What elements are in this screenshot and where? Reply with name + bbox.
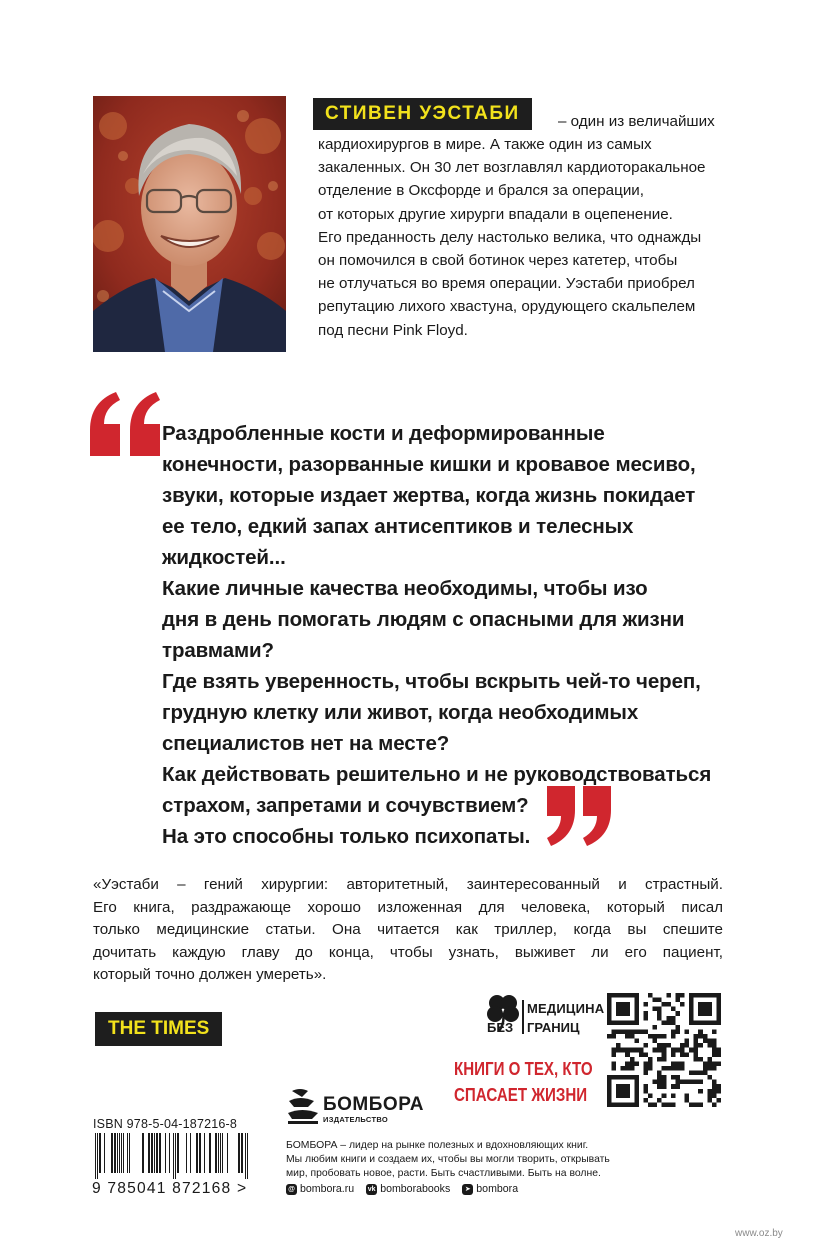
- series-logo-line2: ГРАНИЦ: [527, 1020, 580, 1035]
- quote-line: ее тело, едкий запах антисептиков и телесных: [162, 515, 634, 538]
- series-slogan: [454, 1056, 593, 1108]
- series-logo-line1: МЕДИЦИНА: [527, 1001, 605, 1016]
- author-photo: [93, 96, 286, 352]
- review-source-badge: THE TIMES: [95, 1012, 222, 1046]
- slogan-line: КНИГИ О ТЕХ, КТО: [454, 1059, 593, 1079]
- review-line: дочитать каждую главу до конца, чтобы узнать, выживет ли его пациент,: [93, 943, 723, 961]
- publisher-info: [286, 1139, 610, 1182]
- quote-line: конечности, разорванные кишки и кровавое месиво,: [162, 453, 696, 476]
- quote-line: звуки, которые издает жертва, когда жизнь покидает: [162, 484, 696, 507]
- social-vk[interactable]: [366, 1183, 450, 1195]
- social-label: bomborabooks: [380, 1183, 451, 1195]
- author-bio-intro: – один из величайших: [558, 113, 715, 130]
- publisher-subtitle: ИЗДАТЕЛЬСТВО: [323, 1115, 388, 1124]
- barcode-digits: 9 785041 872168 >: [92, 1180, 248, 1197]
- isbn-label: ISBN 978-5-04-187216-8: [93, 1117, 238, 1131]
- press-review: [93, 874, 723, 987]
- bio-line: закаленных. Он 30 лет возглавлял кардиоторакальное: [318, 159, 706, 177]
- review-line: который точно должен умереть».: [93, 966, 327, 984]
- bio-line: репутацию лихого хвастуна, орудующего скальпелем: [318, 298, 696, 316]
- social-telegram[interactable]: [462, 1183, 518, 1195]
- social-label: bombora.ru: [300, 1183, 355, 1195]
- bio-line: отделение в Оксфорде и брался за операции,: [318, 182, 645, 200]
- quote-line: травмами?: [162, 639, 274, 662]
- globe-icon: @: [286, 1184, 297, 1195]
- telegram-icon: ➤: [462, 1184, 473, 1195]
- quote-line: Где взять уверенность, чтобы вскрыть чей-то череп,: [162, 670, 701, 693]
- quote-line: На это способны только психопаты.: [162, 825, 531, 848]
- bio-line: он помочился в свой ботинок через катетер, чтобы: [318, 252, 678, 270]
- quote-line: жидкостей...: [162, 546, 286, 569]
- bio-line: Его преданность делу настолько велика, что однажды: [318, 228, 702, 246]
- series-logo-divider: [522, 1000, 524, 1034]
- quote-line: специалистов нет на месте?: [162, 732, 450, 755]
- publisher-info-line: Мы любим книги и создаем их, чтобы вы могли творить, открывать: [286, 1154, 610, 1166]
- review-line: Его книга, раздражающе хорошо изложенная для человека, который писал: [93, 898, 723, 916]
- bombora-logo-icon: [286, 1087, 320, 1125]
- quote-line: дня в день помогать людям с опасными для жизни: [162, 608, 685, 631]
- bio-line: кардиохирургов в мире. А также один из самых: [318, 136, 652, 153]
- bio-line: не отлучаться во время операции. Уэстаби приобрел: [318, 275, 695, 293]
- vk-icon: vk: [367, 1185, 376, 1193]
- author-name-badge: СТИВЕН УЭСТАБИ: [313, 98, 532, 130]
- quote-text: [162, 418, 711, 852]
- publisher-info-line: БОМБОРА – лидер на рынке полезных и вдохновляющих книг.: [286, 1140, 589, 1151]
- quote-line: Какие личные качества необходимы, чтобы изо: [162, 577, 648, 600]
- quote-line: Как действовать решительно и не руководствоваться: [162, 763, 712, 786]
- publisher-info-line: мир, пробовать новое, расти. Быть счастливыми. Быть на волне.: [286, 1168, 601, 1180]
- quote-line: страхом, запретами и сочувствием?: [162, 794, 529, 817]
- watermark: www.oz.by: [735, 1228, 783, 1239]
- publisher-name: БОМБОРА: [323, 1094, 424, 1115]
- review-line: «Уэстаби – гений хирургии: авторитетный, заинтересованный и страстный.: [93, 876, 723, 893]
- series-logo-bez: БЕЗ: [487, 1020, 514, 1035]
- social-label: bombora: [476, 1183, 519, 1195]
- author-bio: [318, 133, 706, 342]
- qr-code[interactable]: [607, 993, 721, 1107]
- publisher-socials: [286, 1183, 530, 1195]
- quote-line: Раздробленные кости и деформированные: [162, 422, 605, 445]
- quote-line: грудную клетку или живот, когда необходимых: [162, 701, 639, 724]
- quote-open-icon: [86, 392, 166, 456]
- review-line: только медицинские статьи. Она читается как триллер, когда вы спешите: [93, 921, 723, 939]
- quote-close-icon: [543, 786, 615, 846]
- slogan-line: СПАСАЕТ ЖИЗНИ: [454, 1085, 588, 1105]
- bio-line: под песни Pink Floyd.: [318, 321, 468, 339]
- isbn-barcode: [93, 1133, 253, 1179]
- social-website[interactable]: [286, 1183, 354, 1195]
- bio-line: от которых другие хирурги впадали в оцепенение.: [318, 205, 673, 223]
